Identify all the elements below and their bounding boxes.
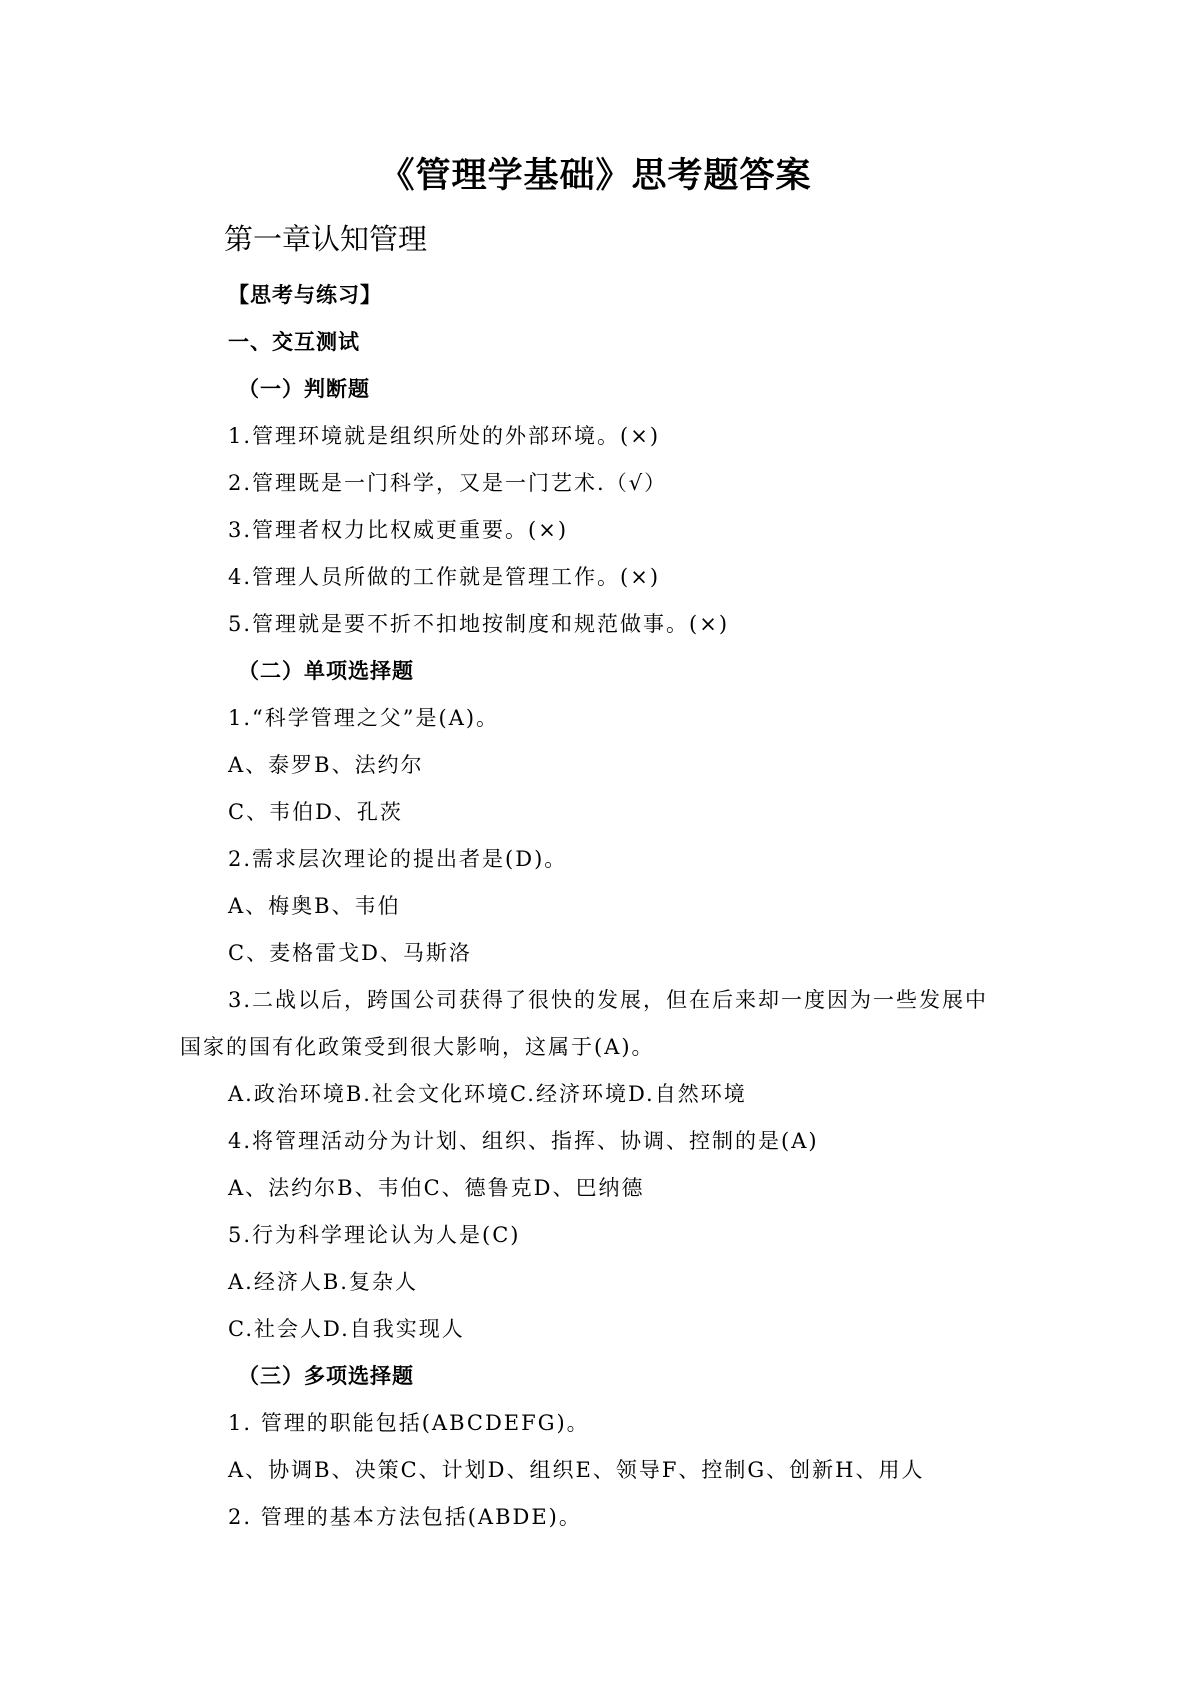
chapter-heading: 第一章认知管理 xyxy=(224,222,428,256)
single-item: C、麦格雷戈D、马斯洛 xyxy=(228,941,472,965)
single-item: 4.将管理活动分为计划、组织、指挥、协调、控制的是(A) xyxy=(228,1129,819,1153)
single-item: A、泰罗B、法约尔 xyxy=(228,753,424,777)
single-item: A、法约尔B、韦伯C、德鲁克D、巴纳德 xyxy=(228,1176,645,1200)
single-item: A、梅奥B、韦伯 xyxy=(228,894,401,918)
multi-item: 1. 管理的职能包括(ABCDEFG)。 xyxy=(228,1411,590,1435)
single-item: 3.二战以后，跨国公司获得了很快的发展，但在后来却一度因为一些发展中 xyxy=(228,988,989,1012)
part-heading: 一、交互测试 xyxy=(228,330,360,354)
multi-item: A、协调B、决策C、计划D、组织E、领导F、控制G、创新H、用人 xyxy=(228,1458,925,1482)
single-item: A.政治环境B.社会文化环境C.经济环境D.自然环境 xyxy=(228,1082,747,1106)
subsection-heading-multi: （三）多项选择题 xyxy=(238,1364,414,1388)
judge-item: 5.管理就是要不折不扣地按制度和规范做事。(×) xyxy=(228,612,730,636)
single-item: 国家的国有化政策受到很大影响，这属于(A)。 xyxy=(180,1035,655,1059)
subsection-heading-single: （二）单项选择题 xyxy=(238,659,414,683)
section-label: 【思考与练习】 xyxy=(228,283,382,307)
single-item: 1.“科学管理之父”是(A)。 xyxy=(228,706,500,730)
judge-item: 4.管理人员所做的工作就是管理工作。(×) xyxy=(228,565,661,589)
multi-item: 2. 管理的基本方法包括(ABDE)。 xyxy=(228,1505,582,1529)
judge-item: 2.管理既是一门科学，又是一门艺术.（√） xyxy=(228,471,668,495)
single-item: A.经济人B.复杂人 xyxy=(228,1270,418,1294)
single-item: C、韦伯D、孔茨 xyxy=(228,800,403,824)
judge-item: 1.管理环境就是组织所处的外部环境。(×) xyxy=(228,424,661,448)
judge-item: 3.管理者权力比权威更重要。(×) xyxy=(228,518,569,542)
single-item: 2.需求层次理论的提出者是(D)。 xyxy=(228,847,568,871)
subsection-heading-judge: （一）判断题 xyxy=(238,377,370,401)
single-item: 5.行为科学理论认为人是(C) xyxy=(228,1223,521,1247)
single-item: C.社会人D.自我实现人 xyxy=(228,1317,465,1341)
document-title: 《管理学基础》思考题答案 xyxy=(379,156,812,196)
